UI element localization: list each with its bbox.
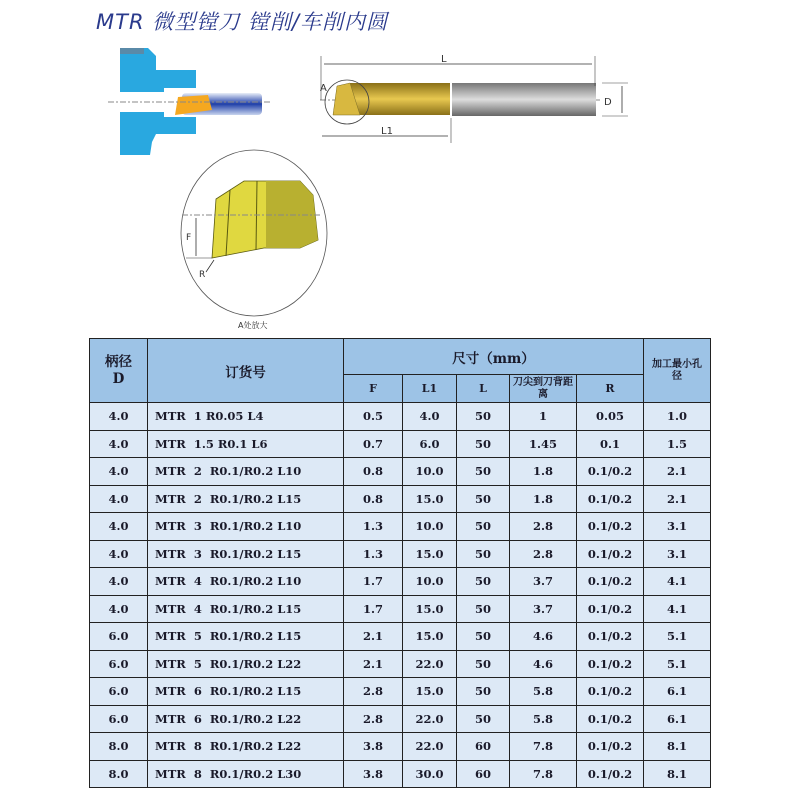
- cell-L: 50: [457, 430, 510, 458]
- cell-R: 0.1/0.2: [577, 485, 644, 513]
- cell-tip: 1.8: [510, 485, 577, 513]
- cell-L1: 10.0: [403, 458, 457, 486]
- cell-order: MTR 4 R0.1/R0.2 L15: [148, 595, 344, 623]
- cell-tip: 4.6: [510, 650, 577, 678]
- cell-L: 50: [457, 458, 510, 486]
- cell-F: 3.8: [344, 760, 403, 788]
- dim-label-D: D: [604, 97, 612, 108]
- cell-min: 6.1: [644, 705, 711, 733]
- cell-F: 0.8: [344, 485, 403, 513]
- cell-D: 4.0: [90, 430, 148, 458]
- cell-order: MTR 8 R0.1/R0.2 L30: [148, 760, 344, 788]
- detail-label-A: A: [320, 83, 327, 94]
- cell-tip: 4.6: [510, 623, 577, 651]
- cell-order: MTR 6 R0.1/R0.2 L15: [148, 678, 344, 706]
- cell-D: 4.0: [90, 568, 148, 596]
- cell-R: 0.1/0.2: [577, 678, 644, 706]
- dim-label-R: R: [199, 270, 206, 280]
- cell-L1: 10.0: [403, 568, 457, 596]
- cell-L: 50: [457, 568, 510, 596]
- cell-L1: 22.0: [403, 705, 457, 733]
- cell-tip: 5.8: [510, 705, 577, 733]
- cell-tip: 1: [510, 403, 577, 431]
- cell-order: MTR 1 R0.05 L4: [148, 403, 344, 431]
- table-row: [90, 650, 711, 678]
- cell-D: 6.0: [90, 705, 148, 733]
- cell-D: 4.0: [90, 403, 148, 431]
- cell-tip: 2.8: [510, 540, 577, 568]
- cell-min: 2.1: [644, 458, 711, 486]
- cell-F: 2.8: [344, 705, 403, 733]
- cell-order: MTR 8 R0.1/R0.2 L22: [148, 733, 344, 761]
- tool-side-view: [320, 54, 628, 143]
- table-row: [90, 678, 711, 706]
- cell-R: 0.1/0.2: [577, 595, 644, 623]
- tool-diagrams: [0, 0, 800, 335]
- cell-tip: 3.7: [510, 595, 577, 623]
- cell-D: 4.0: [90, 540, 148, 568]
- dim-label-L: L: [441, 54, 447, 65]
- page-title: MTR 微型镗刀 镗削/车削内圆: [96, 10, 388, 34]
- cell-L: 60: [457, 733, 510, 761]
- cell-tip: 2.8: [510, 513, 577, 541]
- table-row: [90, 458, 711, 486]
- cell-D: 8.0: [90, 733, 148, 761]
- cell-D: 6.0: [90, 678, 148, 706]
- cell-F: 2.8: [344, 678, 403, 706]
- header-F: F: [344, 375, 403, 403]
- table-row: [90, 430, 711, 458]
- cell-L1: 15.0: [403, 623, 457, 651]
- cell-tip: 7.8: [510, 733, 577, 761]
- cell-L: 50: [457, 595, 510, 623]
- cell-min: 6.1: [644, 678, 711, 706]
- table-row: [90, 733, 711, 761]
- header-L: L: [457, 375, 510, 403]
- cell-F: 0.8: [344, 458, 403, 486]
- cell-order: MTR 4 R0.1/R0.2 L10: [148, 568, 344, 596]
- header-order-number: 订货号: [148, 339, 344, 403]
- cell-tip: 5.8: [510, 678, 577, 706]
- header-dimensions: 尺寸（mm）: [344, 339, 644, 375]
- cell-L1: 15.0: [403, 540, 457, 568]
- cell-D: 6.0: [90, 623, 148, 651]
- header-R: R: [577, 375, 644, 403]
- cell-L1: 22.0: [403, 650, 457, 678]
- cell-L1: 10.0: [403, 513, 457, 541]
- cell-order: MTR 3 R0.1/R0.2 L15: [148, 540, 344, 568]
- header-min-bore: 加工最小孔径: [644, 339, 711, 403]
- cell-L: 50: [457, 650, 510, 678]
- cell-D: 4.0: [90, 513, 148, 541]
- cell-order: MTR 2 R0.1/R0.2 L10: [148, 458, 344, 486]
- detail-caption: A处放大: [238, 321, 268, 330]
- header-tip-distance: 刀尖到刀背距离: [510, 375, 577, 403]
- cell-tip: 1.8: [510, 458, 577, 486]
- dim-label-F: F: [186, 233, 192, 243]
- cell-order: MTR 1.5 R0.1 L6: [148, 430, 344, 458]
- cell-F: 1.3: [344, 540, 403, 568]
- cell-L: 50: [457, 623, 510, 651]
- tool-detail-view: [181, 150, 327, 330]
- cell-L: 60: [457, 760, 510, 788]
- cell-min: 8.1: [644, 760, 711, 788]
- cell-min: 1.0: [644, 403, 711, 431]
- cell-min: 2.1: [644, 485, 711, 513]
- cell-F: 3.8: [344, 733, 403, 761]
- cell-L1: 6.0: [403, 430, 457, 458]
- table-row: [90, 403, 711, 431]
- cell-R: 0.1/0.2: [577, 568, 644, 596]
- cell-R: 0.1: [577, 430, 644, 458]
- cell-R: 0.1/0.2: [577, 705, 644, 733]
- cell-min: 3.1: [644, 513, 711, 541]
- header-L1: L1: [403, 375, 457, 403]
- cell-L1: 22.0: [403, 733, 457, 761]
- table-row: [90, 540, 711, 568]
- cell-F: 2.1: [344, 623, 403, 651]
- cell-min: 5.1: [644, 650, 711, 678]
- table-row: [90, 623, 711, 651]
- cell-L: 50: [457, 403, 510, 431]
- cell-tip: 3.7: [510, 568, 577, 596]
- cell-D: 4.0: [90, 595, 148, 623]
- cell-R: 0.1/0.2: [577, 513, 644, 541]
- cell-L: 50: [457, 705, 510, 733]
- cell-min: 4.1: [644, 568, 711, 596]
- cell-R: 0.1/0.2: [577, 540, 644, 568]
- cell-R: 0.1/0.2: [577, 650, 644, 678]
- cell-order: MTR 3 R0.1/R0.2 L10: [148, 513, 344, 541]
- workpiece-diagram: [108, 48, 270, 155]
- cell-D: 6.0: [90, 650, 148, 678]
- header-shank-diameter: 柄径 D: [90, 339, 148, 403]
- cell-D: 8.0: [90, 760, 148, 788]
- cell-F: 1.3: [344, 513, 403, 541]
- cell-min: 3.1: [644, 540, 711, 568]
- table-row: [90, 568, 711, 596]
- table-row: [90, 760, 711, 788]
- cell-L1: 4.0: [403, 403, 457, 431]
- cell-order: MTR 5 R0.1/R0.2 L22: [148, 650, 344, 678]
- cell-tip: 1.45: [510, 430, 577, 458]
- cell-order: MTR 6 R0.1/R0.2 L22: [148, 705, 344, 733]
- cell-R: 0.05: [577, 403, 644, 431]
- cell-R: 0.1/0.2: [577, 760, 644, 788]
- cell-L1: 15.0: [403, 485, 457, 513]
- cell-min: 5.1: [644, 623, 711, 651]
- cell-L: 50: [457, 485, 510, 513]
- cell-min: 8.1: [644, 733, 711, 761]
- cell-F: 2.1: [344, 650, 403, 678]
- cell-order: MTR 5 R0.1/R0.2 L15: [148, 623, 344, 651]
- cell-D: 4.0: [90, 458, 148, 486]
- spec-table: [89, 338, 711, 788]
- cell-L1: 15.0: [403, 595, 457, 623]
- cell-min: 1.5: [644, 430, 711, 458]
- dim-label-L1: L1: [381, 126, 393, 137]
- cell-F: 0.5: [344, 403, 403, 431]
- cell-D: 4.0: [90, 485, 148, 513]
- cell-min: 4.1: [644, 595, 711, 623]
- table-row: [90, 513, 711, 541]
- cell-order: MTR 2 R0.1/R0.2 L15: [148, 485, 344, 513]
- cell-L1: 30.0: [403, 760, 457, 788]
- table-row: [90, 705, 711, 733]
- cell-R: 0.1/0.2: [577, 733, 644, 761]
- cell-tip: 7.8: [510, 760, 577, 788]
- cell-R: 0.1/0.2: [577, 623, 644, 651]
- table-row: [90, 485, 711, 513]
- cell-F: 1.7: [344, 568, 403, 596]
- cell-F: 1.7: [344, 595, 403, 623]
- cell-F: 0.7: [344, 430, 403, 458]
- cell-L: 50: [457, 678, 510, 706]
- cell-R: 0.1/0.2: [577, 458, 644, 486]
- cell-L1: 15.0: [403, 678, 457, 706]
- cell-L: 50: [457, 513, 510, 541]
- table-row: [90, 595, 711, 623]
- cell-L: 50: [457, 540, 510, 568]
